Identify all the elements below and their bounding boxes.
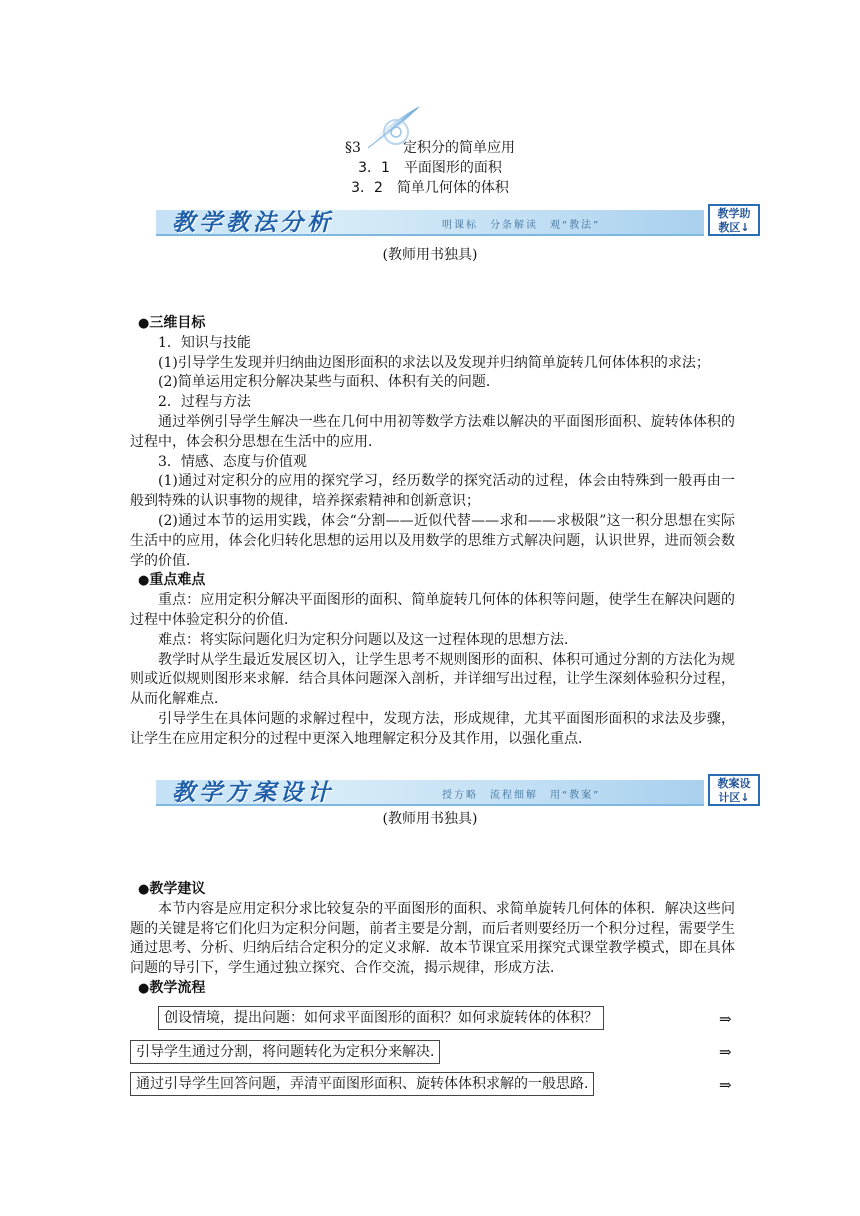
- knowledge-title: 1．知识与技能: [158, 334, 251, 351]
- banner-motto: 明课标 分条解读 观“教法”: [442, 220, 601, 231]
- section-banner-design: [156, 774, 762, 808]
- key-point: 重点：应用定积分解决平面图形的面积、简单旋转几何体的体积等问题，使学生在解决问题的过程中体验定积分的价值．: [130, 592, 735, 628]
- banner-tag-line2: 计区↓: [718, 791, 750, 804]
- bullet-icon: ●: [138, 316, 150, 331]
- advice-heading: [130, 880, 735, 900]
- difficult-point: 难点：将实际问题化归为定积分问题以及这一过程体现的思想方法．: [158, 631, 578, 648]
- teaching-approach: 教学时从学生最近发展区切入，让学生思考不规则图形的面积、体积可通过分割的方法化为规则或近似规则图形来求解．结合具体问题深入剖析，并详细写出过程，让学生深刻体验积分过程，从而化解难点．: [130, 651, 735, 708]
- subsection-title-1: 3．1 平面图形的面积: [358, 160, 502, 176]
- bullet-icon: ●: [138, 882, 150, 897]
- goals-heading-text: 三维目标: [149, 315, 206, 331]
- flow-heading-text: 教学流程: [149, 979, 206, 996]
- banner-title: 教学教法分析: [172, 209, 334, 236]
- process-title: 2．过程与方法: [158, 394, 251, 411]
- banner-title: 教学方案设计: [172, 779, 334, 806]
- banner-tag-line1: 教案设: [717, 777, 751, 790]
- emotion-item-2: (2)通过本节的运用实践，体会“分割——近似代替——求和——求极限”这一积分思想在实际生活中的应用，体会化归转化思想的运用以及用数学的思维方式解决问题，认识世界，进而领会数学的价值．: [130, 512, 735, 569]
- teacher-only-note: (教师用书独具): [382, 811, 478, 827]
- emotion-item-1: (1)通过对定积分的应用的探究学习，经历数学的探究活动的过程，体会由特殊到一般再由一般到特殊的认识事物的规律，培养探索精神和创新意识；: [130, 473, 735, 510]
- arrow-right-icon: ⇒: [719, 1010, 732, 1028]
- banner-tag: [708, 204, 760, 236]
- bullet-icon: ●: [138, 980, 150, 996]
- advice-heading-text: 教学建议: [149, 881, 206, 897]
- banner-tag-line2: 教区↓: [718, 221, 750, 234]
- key-heading: [130, 571, 735, 591]
- teaching-guide: 引导学生在具体问题的求解过程中，发现方法，形成规律，尤其平面图形面积的求法及步骤，让学生在应用定积分的过程中更深入地理解定积分及其作用，以强化重点．: [130, 710, 735, 747]
- section-title: 定积分的简单应用: [402, 140, 515, 156]
- flow-step-3: 通过引导学生回答问题，弄清平面图形面积、旋转体体积求解的一般思路.: [130, 1072, 594, 1096]
- arrow-right-icon: ⇒: [719, 1076, 732, 1094]
- section-banner-analysis: [156, 204, 762, 238]
- goals-heading: [130, 314, 735, 334]
- banner-motto: 授方略 流程细解 用“教案”: [442, 790, 601, 801]
- key-heading-text: 重点难点: [149, 572, 206, 589]
- flow-heading: [130, 979, 735, 999]
- goals-section: [130, 314, 735, 750]
- advice-section: [130, 880, 735, 999]
- banner-tag: [708, 774, 760, 806]
- emotion-title: 3．情感、态度与价值观: [158, 453, 307, 470]
- section-number: §3: [345, 140, 361, 156]
- advice-text: 本节内容是应用定积分求比较复杂的平面图形的面积、求简单旋转几何体的体积．解决这些问题的关键是将它们化归为定积分问题，前者主要是分割，而后者则要经历一个积分过程，需要学生通过思考、分析、归纳后结合定积分的定义求解．故本节课宜采用探究式课堂教学模式，即在具体问题的导引下，学生通过独立探究、合作交流，揭示规律，形成方法．: [130, 900, 735, 977]
- knowledge-item-1: (1)引导学生发现并归纳曲边图形面积的求法以及发现并归纳简单旋转几何体体积的求法；: [158, 354, 710, 371]
- knowledge-item-2: (2)简单运用定积分解决某些与面积、体积有关的问题．: [158, 374, 500, 391]
- flow-step-2: 引导学生通过分割，将问题转化为定积分来解决.: [130, 1040, 440, 1064]
- bullet-icon: ●: [138, 573, 150, 589]
- arrow-right-icon: ⇒: [719, 1043, 732, 1061]
- banner-tag-line1: 教学助: [717, 207, 751, 220]
- flow-step-1: 创设情境，提出问题：如何求平面图形的面积？如何求旋转体的体积？: [158, 1006, 604, 1030]
- process-item-1: 通过举例引导学生解决一些在几何中用初等数学方法难以解决的平面图形面积、旋转体体积的过程中，体会积分思想在生活中的应用．: [130, 413, 735, 450]
- title-block: [0, 138, 860, 198]
- subsection-title-2: 3．2 简单几何体的体积: [351, 180, 509, 196]
- teacher-only-note: (教师用书独具): [382, 247, 478, 263]
